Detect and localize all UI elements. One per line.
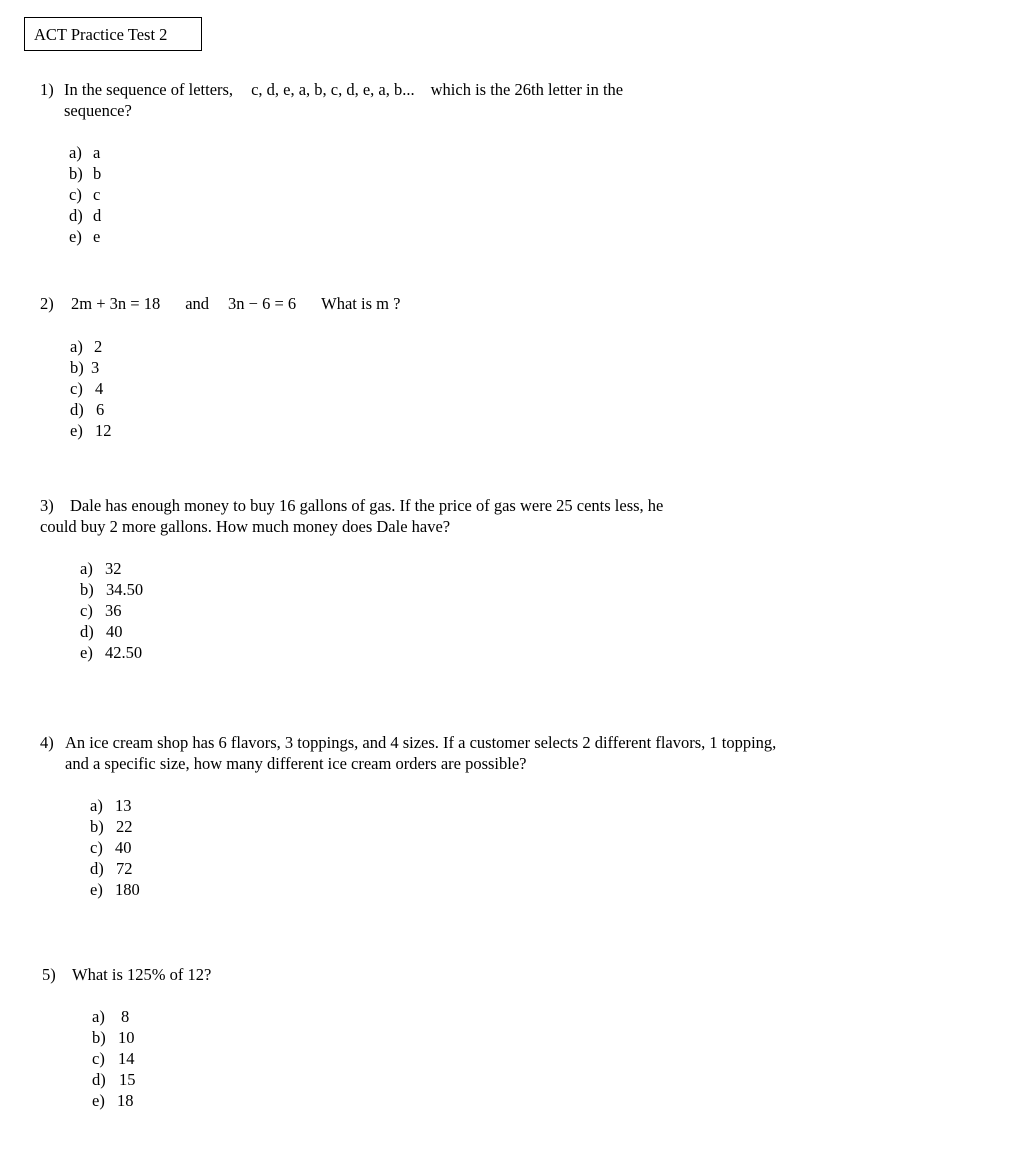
equation-2: 3n − 6 = 6 bbox=[228, 294, 297, 313]
question-3-continued bbox=[40, 516, 450, 537]
option-value: 10 bbox=[118, 1028, 135, 1047]
answer-option bbox=[69, 163, 101, 184]
question-text: What is m ? bbox=[321, 294, 401, 313]
answer-option bbox=[70, 399, 112, 420]
question-text: An ice cream shop has 6 flavors, 3 toppings, and 4 sizes. If a customer selects 2 different flavors, 1 topping, bbox=[65, 733, 777, 752]
question-number: 3) bbox=[40, 496, 54, 515]
question-4 bbox=[40, 732, 776, 753]
option-value: 3 bbox=[91, 358, 100, 377]
question-text: Dale has enough money to buy 16 gallons of gas. If the price of gas were 25 cents less, he bbox=[70, 496, 664, 515]
option-letter: c) bbox=[69, 185, 82, 204]
answer-option bbox=[90, 858, 140, 879]
question-1 bbox=[40, 79, 623, 100]
option-value: 15 bbox=[119, 1070, 136, 1089]
option-letter: c) bbox=[90, 838, 103, 857]
answer-option bbox=[69, 226, 101, 247]
question-text: which is the 26th letter in the bbox=[430, 80, 624, 99]
option-value: 2 bbox=[94, 337, 103, 356]
answer-option bbox=[92, 1069, 136, 1090]
question-text: and a specific size, how many different ice cream orders are possible? bbox=[65, 754, 527, 773]
equation-connector: and bbox=[185, 294, 210, 313]
option-letter: a) bbox=[80, 559, 93, 578]
option-value: 4 bbox=[95, 379, 104, 398]
option-value: e bbox=[93, 227, 101, 246]
option-letter: e) bbox=[70, 421, 83, 440]
answer-option bbox=[80, 621, 143, 642]
option-letter: b) bbox=[70, 358, 84, 377]
answer-option bbox=[92, 1006, 136, 1027]
option-letter: c) bbox=[80, 601, 93, 620]
option-value: 42.50 bbox=[105, 643, 143, 662]
answer-option bbox=[70, 336, 112, 357]
answer-option bbox=[80, 642, 143, 663]
answer-option bbox=[92, 1090, 136, 1111]
option-value: 32 bbox=[105, 559, 122, 578]
question-number: 4) bbox=[40, 733, 54, 752]
option-value: 13 bbox=[115, 796, 132, 815]
answer-option bbox=[69, 184, 101, 205]
option-letter: a) bbox=[69, 143, 82, 162]
question-5 bbox=[42, 964, 211, 985]
answer-option bbox=[80, 600, 143, 621]
option-letter: c) bbox=[92, 1049, 105, 1068]
question-text: could buy 2 more gallons. How much money does Dale have? bbox=[40, 517, 451, 536]
answer-option bbox=[90, 795, 140, 816]
option-letter: b) bbox=[69, 164, 83, 183]
option-letter: a) bbox=[70, 337, 83, 356]
answer-option bbox=[80, 558, 143, 579]
option-letter: e) bbox=[69, 227, 82, 246]
question-1-options bbox=[69, 142, 101, 247]
option-letter: e) bbox=[92, 1091, 105, 1110]
answer-option bbox=[69, 205, 101, 226]
answer-option bbox=[92, 1048, 136, 1069]
answer-option bbox=[70, 378, 112, 399]
option-letter: d) bbox=[70, 400, 84, 419]
question-4-continued bbox=[65, 753, 527, 774]
question-3-options bbox=[80, 558, 143, 663]
option-letter: a) bbox=[90, 796, 103, 815]
question-text: sequence? bbox=[64, 101, 132, 120]
option-value: a bbox=[93, 143, 101, 162]
test-title-box bbox=[24, 17, 202, 51]
answer-option bbox=[69, 142, 101, 163]
question-3 bbox=[40, 495, 663, 516]
answer-option bbox=[90, 837, 140, 858]
option-letter: c) bbox=[70, 379, 83, 398]
question-sequence: c, d, e, a, b, c, d, e, a, b... bbox=[251, 80, 415, 99]
question-2 bbox=[40, 293, 400, 314]
option-value: 18 bbox=[117, 1091, 134, 1110]
option-letter: e) bbox=[80, 643, 93, 662]
answer-option bbox=[70, 420, 112, 441]
question-text: In the sequence of letters, bbox=[64, 80, 234, 99]
option-value: 34.50 bbox=[106, 580, 144, 599]
question-number: 5) bbox=[42, 965, 56, 984]
question-2-options bbox=[70, 336, 112, 441]
option-letter: b) bbox=[80, 580, 94, 599]
question-1-continued bbox=[64, 100, 132, 121]
option-letter: b) bbox=[90, 817, 104, 836]
answer-option bbox=[90, 816, 140, 837]
answer-option bbox=[70, 357, 112, 378]
option-value: 14 bbox=[118, 1049, 135, 1068]
option-letter: a) bbox=[92, 1007, 105, 1026]
option-value: 8 bbox=[121, 1007, 130, 1026]
answer-option bbox=[92, 1027, 136, 1048]
question-text: What is 125% of 12? bbox=[72, 965, 212, 984]
option-letter: b) bbox=[92, 1028, 106, 1047]
option-letter: d) bbox=[80, 622, 94, 641]
option-value: c bbox=[93, 185, 101, 204]
equation-1: 2m + 3n = 18 bbox=[71, 294, 161, 313]
option-value: 12 bbox=[95, 421, 112, 440]
option-letter: d) bbox=[69, 206, 83, 225]
option-letter: e) bbox=[90, 880, 103, 899]
option-letter: d) bbox=[90, 859, 104, 878]
question-4-options bbox=[90, 795, 140, 900]
option-value: 40 bbox=[115, 838, 132, 857]
test-title: ACT Practice Test 2 bbox=[34, 25, 168, 44]
option-letter: d) bbox=[92, 1070, 106, 1089]
option-value: d bbox=[93, 206, 102, 225]
answer-option bbox=[90, 879, 140, 900]
option-value: 36 bbox=[105, 601, 122, 620]
option-value: 72 bbox=[116, 859, 133, 878]
question-5-options bbox=[92, 1006, 136, 1111]
answer-option bbox=[80, 579, 143, 600]
option-value: 22 bbox=[116, 817, 133, 836]
question-number: 1) bbox=[40, 80, 54, 99]
option-value: b bbox=[93, 164, 102, 183]
option-value: 40 bbox=[106, 622, 123, 641]
option-value: 180 bbox=[115, 880, 140, 899]
question-number: 2) bbox=[40, 294, 54, 313]
option-value: 6 bbox=[96, 400, 105, 419]
